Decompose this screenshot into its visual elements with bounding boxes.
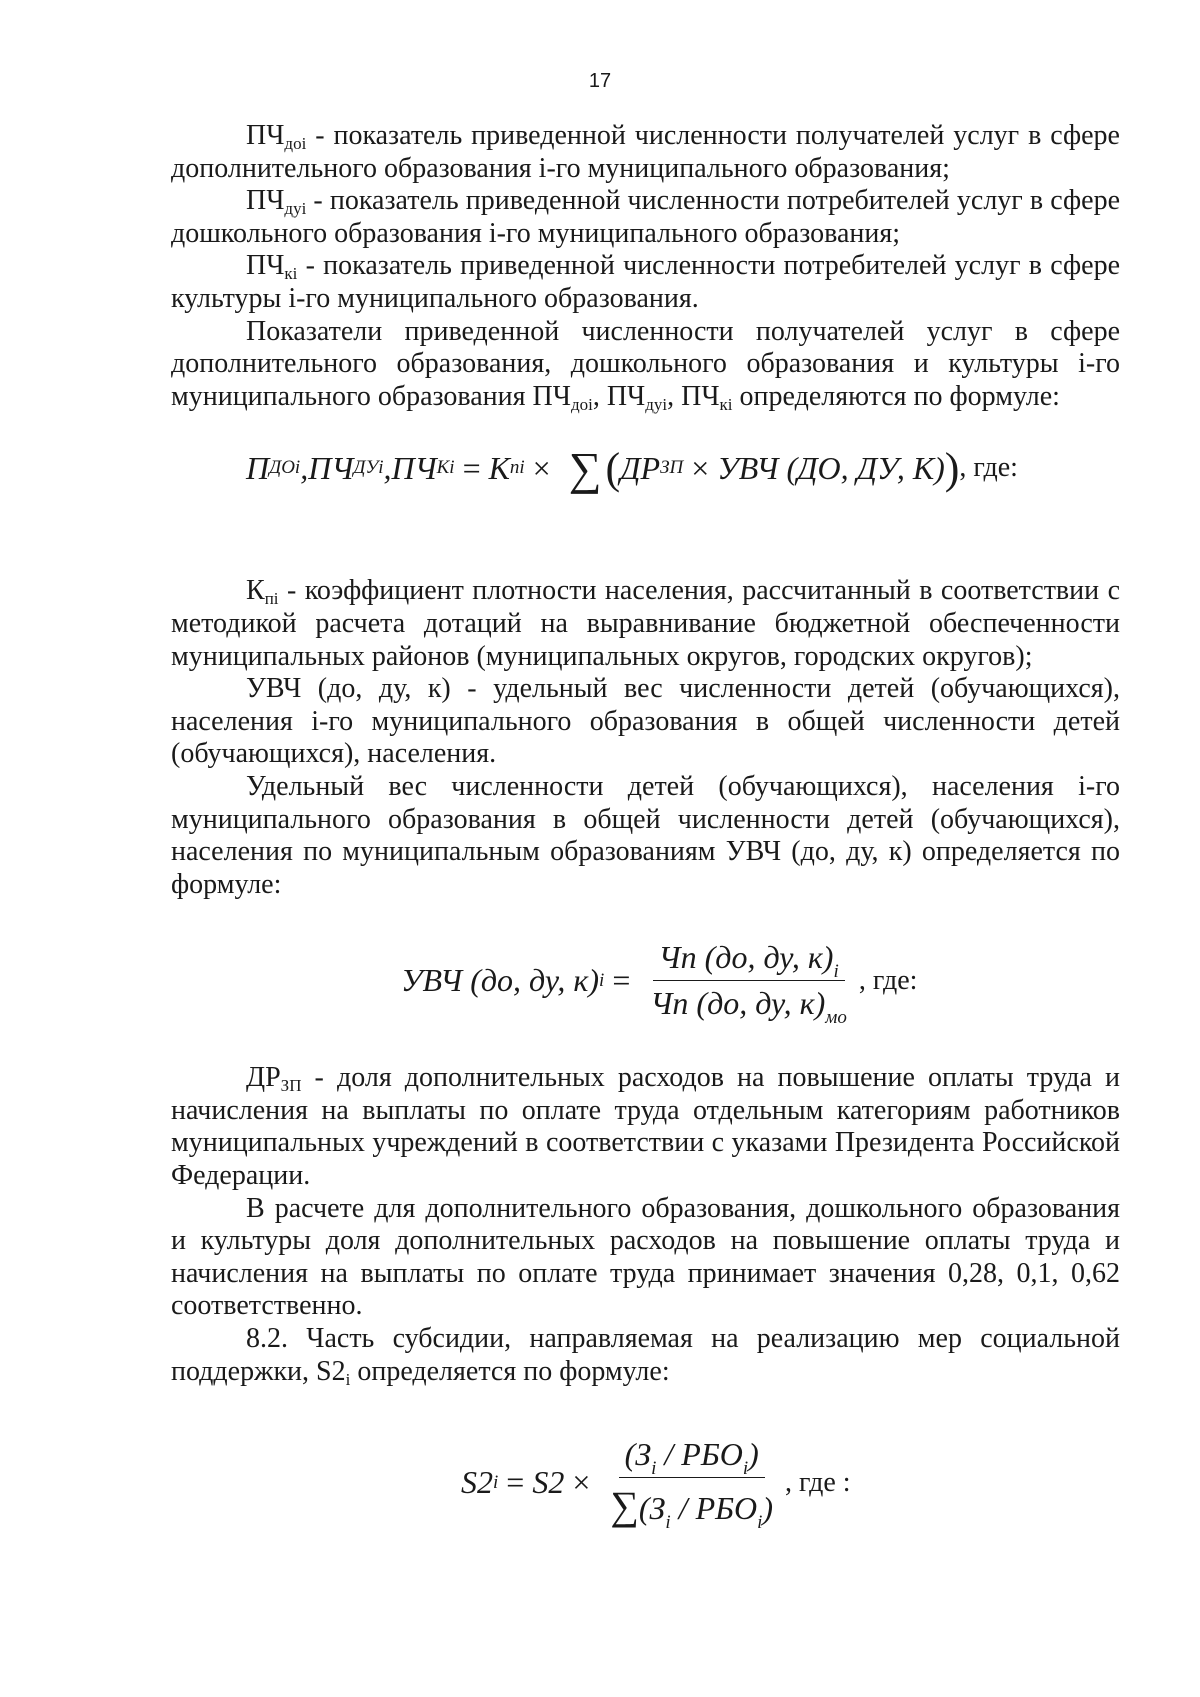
symbol: ПЧ [246, 185, 285, 217]
text: определяется по формуле: [350, 1355, 670, 1387]
separator: , [592, 380, 607, 412]
formula-comma: , [383, 449, 392, 486]
formula-term: Чп (до, ду, к) [650, 985, 826, 1022]
definition-kpi [171, 575, 1120, 673]
symbol: ПЧ [246, 120, 285, 151]
symbol: S2 [316, 1355, 346, 1387]
formula-term: (З [624, 1436, 652, 1473]
sum-icon: ∑ [568, 442, 602, 494]
formula-paren: ) [944, 443, 960, 493]
formula-subscript: i [833, 961, 839, 983]
formula-term: / РБО [656, 1436, 743, 1473]
definition-text: - показатель приведенной численности потребителей услуг в сфере дошкольного образования i-го муниципального образования; [171, 185, 1120, 249]
definition-pch-ki [171, 250, 1120, 315]
formula-equals: = [604, 962, 639, 999]
formula-term: УВЧ (до, ду, к) [401, 962, 600, 999]
subscript: кi [719, 394, 733, 414]
separator: , [667, 380, 682, 412]
formula-share: УВЧ (до, ду, к) i = $\frac{Чп (до, ду, к)_i}{Чп (до, ду, к)_{мо}}$ , где: [401, 939, 918, 1029]
paragraph-weight: Удельный вес численности детей (обучающихся), населения i-го муниципального образования в общей численности детей (обучающихся), населения по муниципальным образованиям УВЧ (до, ду, к) определяется по формуле: [171, 770, 1120, 900]
formula-term: S2 [532, 1464, 565, 1501]
formula-term: ДР [620, 449, 661, 486]
formula-times: × [683, 449, 718, 486]
formula-subscript: i [665, 1512, 671, 1534]
text: 8.2. Часть субсидии, направляемая на реализацию мер социальной поддержки, [171, 1323, 1120, 1387]
formula-term: (З [638, 1490, 666, 1527]
definition-pch-doi [171, 120, 1120, 185]
subscript: пi [264, 589, 279, 609]
formula-term: Чп (до, ду, к) [658, 939, 834, 976]
definition-text: - доля дополнительных расходов на повышение оплаты труда и начисления на выплаты по оплате труда отдельным категориям работников муниципальных учреждений в соответствии с указами Президента Российской Федерации. [171, 1062, 1120, 1192]
fraction [604, 1436, 779, 1534]
formula-paren: ) [762, 1490, 774, 1527]
definition-text: - показатель приведенной численности получателей услуг в сфере дополнительного образования i-го муниципального образования; [171, 120, 1120, 184]
symbol: К [246, 575, 265, 607]
formula-paren: ) [748, 1436, 759, 1473]
definition-text: - показатель приведенной численности потребителей услуг в сфере культуры i-го муниципального образования. [171, 250, 1120, 314]
subscript: кi [284, 264, 298, 284]
definition-pch-dui [171, 185, 1120, 250]
formula-term: К [488, 449, 510, 486]
subscript: i [345, 1369, 351, 1389]
subscript: ЗП [280, 1076, 302, 1096]
subscript: доi [284, 134, 307, 153]
formula-times: × [564, 1464, 599, 1501]
formula-subscript: i [757, 1512, 763, 1534]
formula-tail: , где: [959, 452, 1018, 484]
formula-paren: ( [605, 443, 621, 493]
definition-text: - коэффициент плотности населения, рассчитанный в соответствии с методикой расчета дотаций на выравнивание бюджетной обеспеченности муниципальных районов (муниципальных округов, городских округов); [171, 575, 1120, 672]
formula-term: ПЧ [391, 449, 437, 486]
subscript: доi [570, 394, 593, 414]
fraction-numerator [619, 1436, 765, 1478]
subscript: дуi [645, 394, 668, 414]
formula-term: П [246, 449, 270, 486]
page-number: 17 [588, 70, 612, 92]
fraction-denominator [644, 981, 853, 1029]
spacer [171, 495, 1120, 575]
definition-uvch: УВЧ (до, ду, к) - удельный вес численности детей (обучающихся), населения i-го муниципального образования в общей численности детей (обучающихся), населения. [171, 673, 1120, 770]
paragraph-8-2 [171, 1323, 1120, 1388]
symbol: ПЧ [246, 250, 285, 282]
symbol: ПЧ [606, 380, 646, 412]
formula-s2: S2 i = S2 × $\frac{(З_i / РБО_i)}{\sum(З_i / РБО_i)}$ , где : [461, 1436, 851, 1534]
formula-subscript: i [651, 1458, 657, 1480]
formula-equals: = [498, 1464, 533, 1501]
sum-icon: ∑ [610, 1483, 639, 1529]
formula-tail: , где : [785, 1466, 851, 1498]
fraction-denominator [604, 1478, 779, 1534]
formula-equals: = [454, 449, 489, 486]
symbol: ПЧ [532, 380, 571, 412]
document-body [171, 120, 1120, 1534]
symbol: ПЧ [681, 380, 720, 412]
formula-subscript: i [742, 1458, 749, 1480]
definition-dr [171, 1062, 1120, 1192]
paragraph-calc: В расчете для дополнительного образования, дошкольного образования и культуры доля дополнительных расходов на повышение оплаты труда и начисления на выплаты по оплате труда принимает значения 0,28, 0,1, 0,62 соответственно. [171, 1192, 1120, 1322]
fraction-numerator [653, 939, 845, 981]
formula-tail: , где: [858, 964, 918, 996]
formula-term: S2 [461, 1464, 493, 1501]
formula-reduced-count: П ДОi , ПЧ ДУi , ПЧ Кi = К пi × ∑ ( ДР ЗП × УВЧ (ДО, ДУ, К) ) , где: [246, 442, 1018, 494]
text: Показатели приведенной численности получателей услуг в сфере дополнительного образования, дошкольного образования и культуры i-го муниципального образования [171, 315, 1120, 412]
formula-args: (ДО, ДУ, К) [778, 449, 945, 486]
formula-comma: , [300, 449, 309, 486]
formula-term: УВЧ [717, 449, 779, 486]
formula-subscript: мо [825, 1007, 847, 1029]
fraction [644, 939, 853, 1029]
paragraph-indicators [171, 316, 1120, 414]
formula-times: × [524, 449, 559, 486]
formula-term: / РБО [670, 1490, 758, 1527]
formula-term: ПЧ [308, 449, 354, 486]
symbol: ДР [246, 1062, 281, 1094]
subscript: дуi [284, 199, 307, 219]
text: определяются по формуле: [732, 380, 1060, 412]
